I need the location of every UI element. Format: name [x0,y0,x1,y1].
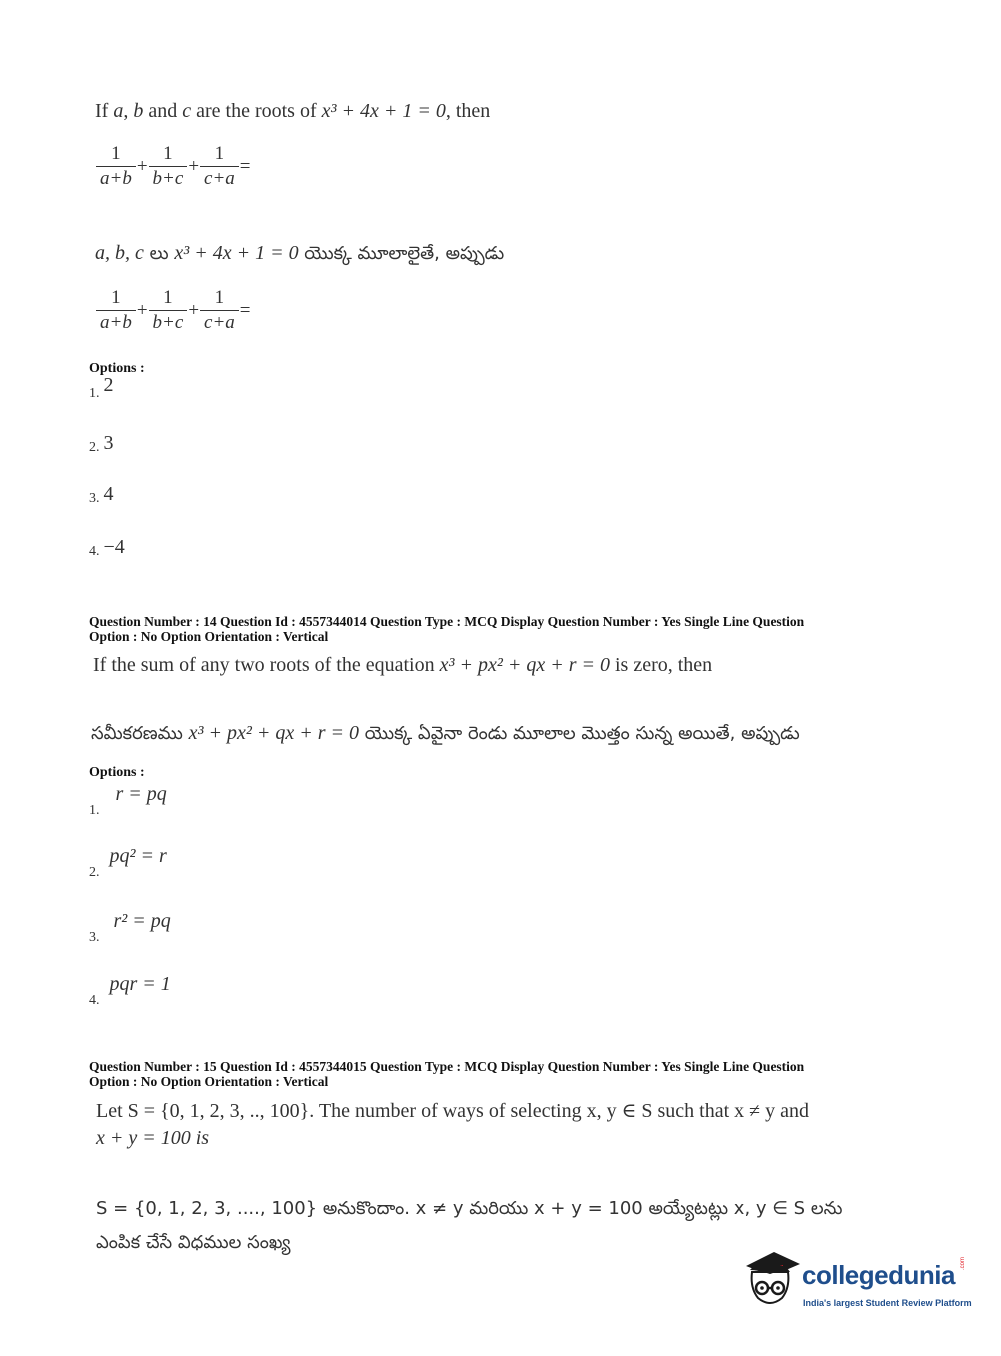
q13-option-2[interactable]: 2. 3 [89,432,114,455]
q14-option-4[interactable]: 4. pqr = 1 [89,973,171,1008]
fraction-2: $\frac{1}{b+c}$ [149,286,188,335]
fraction-2: $\frac{1}{b+c}$ [149,142,188,191]
q13-english-text: If a, b and c are the roots of x³ + 4x + 1 = 0, then [95,100,491,122]
q15-meta: Question Number : 15 Question Id : 4557344015 Question Type : MCQ Display Question Number : Yes Single Line Question Option : No Option Orientation : Vertical [89,1059,805,1089]
q13-english-expression: $\frac{1}{a+b}$ + $\frac{1}{b+c}$ + $\frac{1}{c+a}$ = [96,142,252,191]
logo-mascot-icon [740,1248,802,1312]
q14-english-text: If the sum of any two roots of the equation x³ + px² + qx + r = 0 is zero, then [93,654,713,676]
logo-tagline: India's largest Student Review Platform [803,1298,972,1308]
q13-options-label: Options : [89,361,145,376]
fraction-1: $\frac{1}{a+b}$ [96,286,136,335]
q14-options-label: Options : [89,765,145,780]
fraction-3: $\frac{1}{c+a}$ [200,286,239,335]
q13-telugu-expression: $\frac{1}{a+b}$ + $\frac{1}{b+c}$ + $\frac{1}{c+a}$ = [96,286,252,335]
q14-option-2[interactable]: 2. pq² = r [89,845,167,880]
q13-option-1[interactable]: 1. 2 [89,374,114,401]
q14-telugu-text: సమీకరణము x³ + px² + qx + r = 0 యొక్క ఏవైనా రెండు మూలాల మొత్తం సున్న అయితే, అప్పుడు [91,722,800,744]
q15-telugu-text: S = {0, 1, 2, 3, ...., 100} అనుకొందాం. x ≠ y మరియు x + y = 100 అయ్యేటట్లు x, y ∈ S లను ఎంపిక చేసే విధముల సంఖ్య [96,1198,843,1253]
q14-option-1[interactable]: 1. r = pq [89,783,167,818]
q13-telugu-text: a, b, c లు x³ + 4x + 1 = 0 యొక్క మూలాలైతే, అప్పుడు [95,242,505,264]
q15-english-text: Let S = {0, 1, 2, 3, .., 100}. The number of ways of selecting x, y ∈ S such that x ≠ y and x + y = 100 is [96,1100,810,1149]
logo-com: .com [960,1256,966,1270]
q13-option-4[interactable]: 4. −4 [89,536,125,559]
collegedunia-logo [740,1248,970,1316]
fraction-1: $\frac{1}{a+b}$ [96,142,136,191]
q14-meta: Question Number : 14 Question Id : 4557344014 Question Type : MCQ Display Question Number : Yes Single Line Question Option : No Option Orientation : Vertical [89,614,805,644]
q13-option-3[interactable]: 3. 4 [89,483,114,506]
q14-option-3[interactable]: 3. r² = pq [89,910,171,945]
logo-wordmark: collegedunia [802,1260,955,1290]
fraction-3: $\frac{1}{c+a}$ [200,142,239,191]
